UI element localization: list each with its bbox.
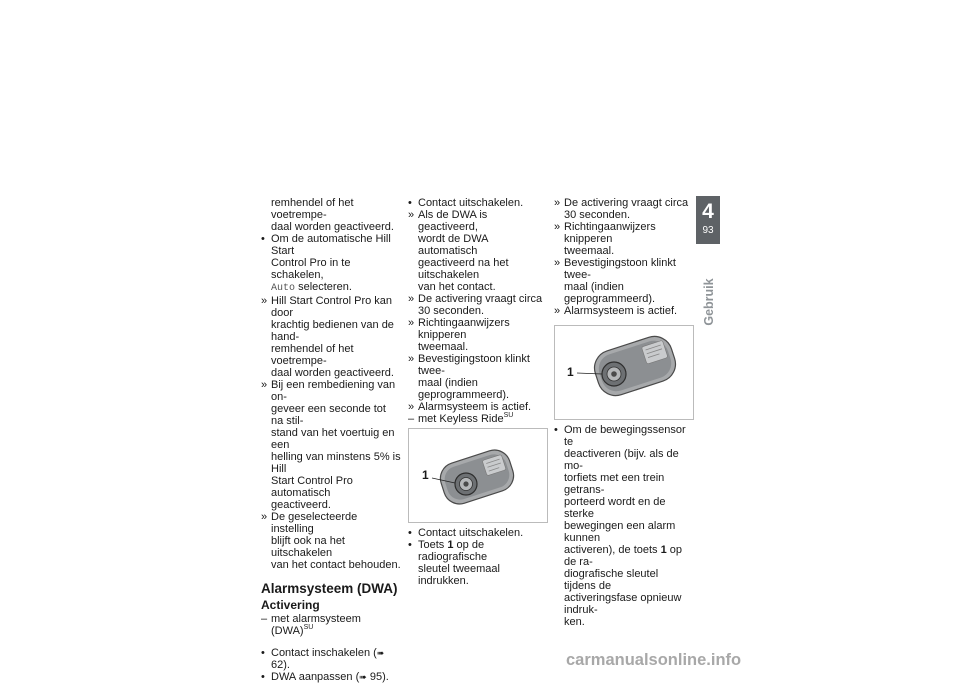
key-fob-illustration [409, 429, 547, 522]
condition-line: – met Keyless Ride$^{SU}$ [408, 412, 514, 425]
list-item: » Bevestigingstoon klinkt twee- maal (indien geprogrammeerd). [408, 353, 530, 401]
watermark: carmanualsonline.info [566, 651, 742, 669]
column-1 [261, 197, 401, 683]
mode-value: Auto [271, 283, 296, 294]
page-ref-arrow-icon: ➠ [359, 672, 367, 682]
page-ref-arrow-icon: ➠ [376, 648, 385, 658]
button-number: 1 [447, 539, 454, 551]
list-item: » De geselecteerde instelling blijft ook na het uitschakelen van het contact behouden. [261, 511, 401, 571]
column-2 [408, 197, 548, 587]
key-fob-figure [554, 325, 694, 420]
button-number: 1 [660, 544, 667, 556]
list-item: » Bevestigingstoon klinkt twee- maal (indien geprogrammeerd). [554, 257, 676, 305]
key-fob-figure [408, 428, 548, 523]
subsection-heading: Activering [261, 598, 320, 612]
page-ref[interactable]: 95). [366, 671, 389, 683]
list-item: » De activering vraagt circa 30 seconden. [554, 197, 689, 221]
list-item: • Toets 1 op de radiografische sleutel tweemaal indrukken. [408, 539, 500, 587]
list-item: » Richtingaanwijzers knipperen tweemaal. [408, 317, 510, 353]
list-item: » Alarmsysteem is actief. [408, 401, 532, 413]
list-item: » Richtingaanwijzers knipperen tweemaal. [554, 221, 656, 257]
section-heading: Alarmsysteem (DWA) [261, 581, 398, 596]
list-item: » Als de DWA is geactiveerd, wordt de DWA automatisch geactiveerd na het uitschakelen van het contact. [408, 209, 509, 293]
chapter-tab [696, 196, 720, 244]
equipment-code: SU [503, 412, 514, 419]
list-item: • Om de bewegingssensor te deactiveren (bijv. als de mo- torfiets met een trein getrans- porteerd wordt en de sterke bewegingen een alarm kunnen activeren), de toets 1 op de ra- diografische sleutel tijdens de activeringsfase opnieuw indruk- ken. [554, 424, 686, 628]
spacer [261, 637, 401, 647]
list-item: • Om de automatische Hill Start Control Pro in te schakelen, Auto selecteren. [261, 233, 391, 294]
page-ref[interactable]: 62). [271, 659, 290, 671]
condition-line: – met alarmsysteem (DWA)$^{SU}$ [261, 613, 361, 637]
figure-callout: 1 [567, 365, 574, 379]
list-item: • Contact uitschakelen. [408, 197, 524, 209]
list-item: • DWA aanpassen (➠ 95). [261, 671, 389, 683]
list-item: » De activering vraagt circa 30 seconden. [408, 293, 543, 317]
chapter-number: 4 [702, 200, 714, 223]
chapter-title: Gebruik [702, 278, 716, 326]
list-item: » Bij een rembediening van on- geveer een seconde tot na stil- stand van het voertuig en een helling van minstens 5% is Hill Start Control Pro automatisch geactiveerd. [261, 379, 401, 511]
list-item: » Hill Start Control Pro kan door krachtig bedienen van de hand- remhendel of het voetrempe- daal worden geactiveerd. [261, 295, 394, 379]
list-item: • Contact uitschakelen. [408, 527, 524, 539]
list-item: • Contact inschakelen (➠ 62). [261, 647, 385, 671]
equipment-code: SU [303, 624, 314, 631]
key-fob-illustration [555, 326, 693, 419]
list-item: » Alarmsysteem is actief. [554, 305, 678, 317]
chapter-title-vertical [697, 277, 721, 327]
figure-callout: 1 [422, 468, 429, 482]
continued-text: remhendel of het voetrempe- daal worden geactiveerd. [271, 197, 394, 233]
page-number: 93 [702, 225, 714, 236]
column-3 [554, 197, 692, 628]
